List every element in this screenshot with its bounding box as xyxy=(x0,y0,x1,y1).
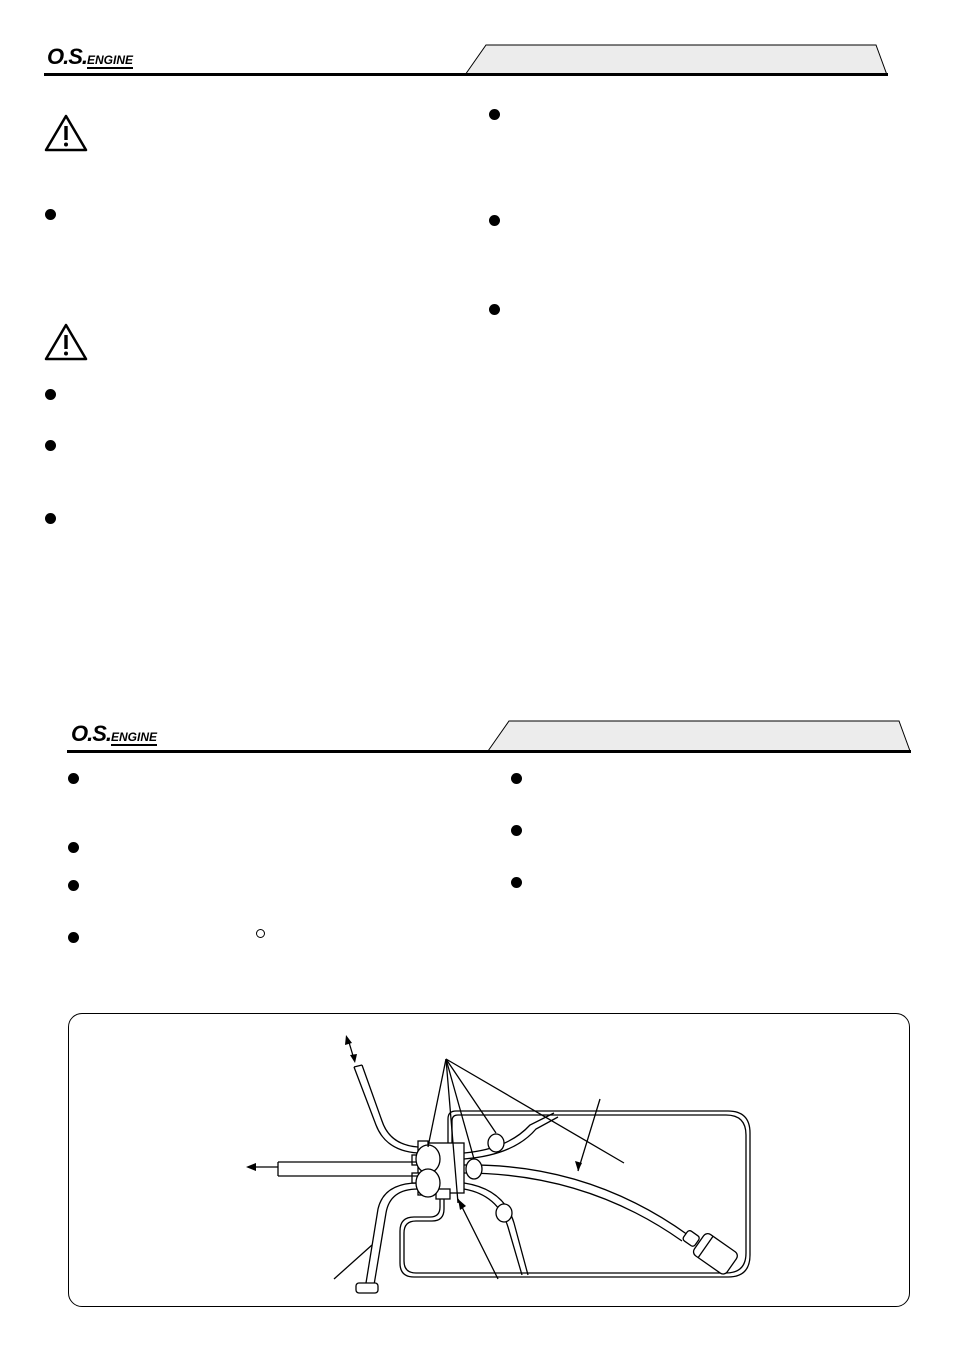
bullet-dot-icon xyxy=(68,773,79,784)
bullet-dot-icon xyxy=(489,109,500,120)
clunk-tube xyxy=(464,1165,688,1235)
bullet-dot-icon xyxy=(511,825,522,836)
tube-clamp xyxy=(466,1159,482,1179)
warning-triangle-icon xyxy=(44,114,88,152)
header-rule xyxy=(67,750,911,753)
tube-clamp xyxy=(496,1204,512,1222)
bullet-dot-icon xyxy=(489,304,500,315)
header-tab xyxy=(487,720,911,752)
logo-suffix: ENGINE xyxy=(87,53,134,67)
header-rule xyxy=(44,73,888,76)
header-tab xyxy=(464,44,888,76)
tube-clamp xyxy=(416,1169,440,1197)
logo-suffix: ENGINE xyxy=(111,730,158,744)
logo-brand: O.S. xyxy=(71,721,112,746)
small-circle-icon xyxy=(256,929,265,938)
tube-clamp xyxy=(488,1134,504,1152)
vent-pipe xyxy=(354,1067,418,1153)
os-engine-logo xyxy=(71,721,157,747)
logo-brand: O.S. xyxy=(47,44,88,69)
bullet-dot-icon xyxy=(45,513,56,524)
bullet-dot-icon xyxy=(489,215,500,226)
bullet-dot-icon xyxy=(511,773,522,784)
bullet-dot-icon xyxy=(45,389,56,400)
bullet-dot-icon xyxy=(68,880,79,891)
bullet-dot-icon xyxy=(45,209,56,220)
bullet-dot-icon xyxy=(68,842,79,853)
bullet-dot-icon xyxy=(45,440,56,451)
fuel-tank-diagram xyxy=(68,1013,910,1307)
bullet-dot-icon xyxy=(511,877,522,888)
bullet-dot-icon xyxy=(68,932,79,943)
os-engine-logo xyxy=(47,44,133,70)
warning-triangle-icon xyxy=(44,323,88,361)
tank-body-outline xyxy=(448,1113,460,1307)
